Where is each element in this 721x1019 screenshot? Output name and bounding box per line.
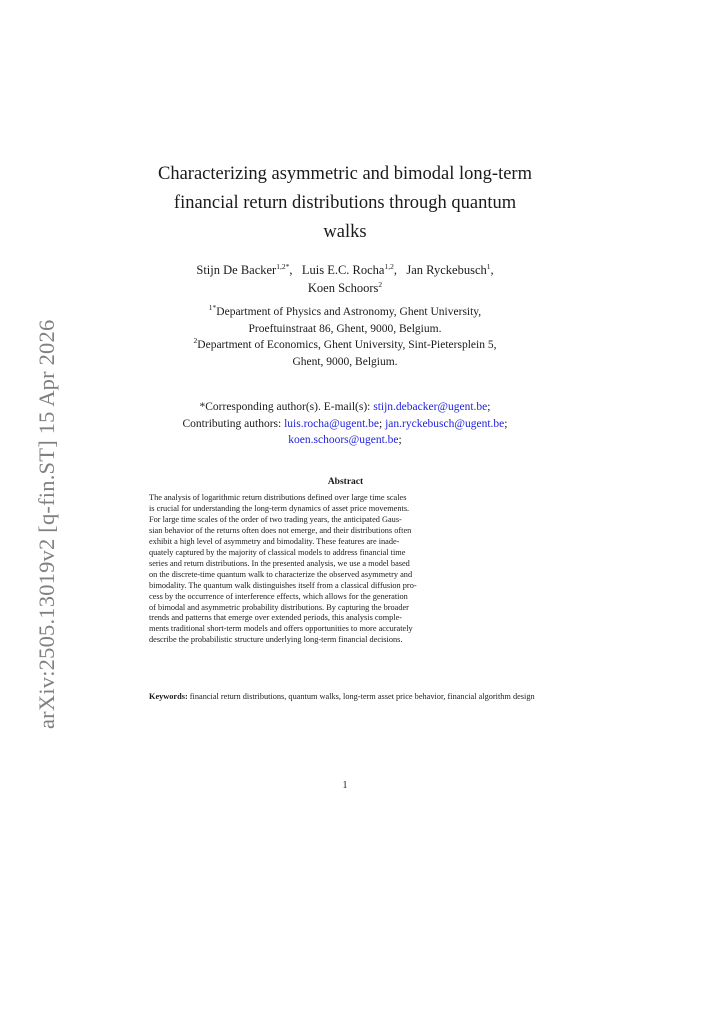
abstract-line: quately captured by the majority of classical models to address financial time xyxy=(149,547,406,557)
affil-mark: 2 xyxy=(193,336,198,345)
abstract-line: of bimodal and asymmetric probability distributions. By capturing the broader xyxy=(149,602,409,612)
title-line: financial return distributions through quantum xyxy=(173,193,517,213)
abstract-line: The analysis of logarithmic return distributions defined over large time scales xyxy=(149,493,407,502)
abstract-line: ments traditional short-term models and offers opportunities to more accurately xyxy=(149,624,413,634)
author-name: Stijn De Backer xyxy=(196,263,277,277)
email-link[interactable]: luis.rocha@ugent.be xyxy=(284,417,380,430)
affiliation-line: Ghent, 9000, Belgium. xyxy=(292,355,398,368)
email-link[interactable]: koen.schoors@ugent.be xyxy=(288,434,399,446)
abstract-line: cess by the occurrence of interference effects, which allows for the generation xyxy=(149,591,408,601)
email-link[interactable]: jan.ryckebusch@ugent.be xyxy=(385,417,505,430)
abstract-line: is crucial for understanding the long-term dynamics of asset price movements. xyxy=(149,503,410,513)
affiliations xyxy=(120,304,570,370)
keywords xyxy=(149,692,541,703)
page-number: 1 xyxy=(342,780,348,791)
title-line: walks xyxy=(323,222,367,242)
author-name: Koen Schoors xyxy=(307,281,379,295)
affiliation-line: Department of Physics and Astronomy, Ghent University, xyxy=(216,306,482,318)
paper-title xyxy=(120,160,570,247)
abstract-line: trends and patterns that emerge over extended periods, this analysis comple- xyxy=(149,613,403,623)
abstract-line: For large time scales of the order of two trading years, the anticipated Gaus- xyxy=(149,514,402,524)
abstract-line: on the discrete-time quantum walk to characterize the observed asymmetry and xyxy=(149,569,413,579)
author-affil-mark: 1,2* xyxy=(276,262,290,271)
abstract-line: describe the probabilistic structure underlying long-term financial decisions. xyxy=(149,635,403,645)
abstract-body xyxy=(149,493,541,646)
arxiv-stamp: arXiv:2505.13019v2 [q-fin.ST] 15 Apr 2026 xyxy=(34,319,59,729)
abstract-line: bimodality. The quantum walk distinguishes itself from a classical diffusion pro- xyxy=(149,580,417,590)
author-affil-mark: 2 xyxy=(378,280,383,289)
affil-mark: 1* xyxy=(208,303,217,312)
contributing-label: Contributing authors: xyxy=(182,417,282,430)
author-name: Jan Ryckebusch xyxy=(406,263,487,277)
author-name: Luis E.C. Rocha xyxy=(301,263,385,277)
abstract-line: series and return distributions. In the presented analysis, we use a model based xyxy=(149,558,410,568)
keywords-text: financial return distributions, quantum walks, long-term asset price behavior, financial algorithm design xyxy=(189,692,535,701)
author-affil-mark: 1 xyxy=(486,262,491,271)
corresponding-label: *Corresponding author(s). E-mail(s): xyxy=(199,401,371,413)
affiliation-line: Department of Economics, Ghent University, Sint-Pietersplein 5, xyxy=(197,339,497,351)
contact-info: *Corresponding author(s). E-mail(s): stijn.debacker@ugent.be; Contributing authors: luis.rocha@ugent.be; jan.ryckebusch@ugent.be; koen.schoors@ugent.be; xyxy=(182,401,508,446)
email-link[interactable]: stijn.debacker@ugent.be xyxy=(373,401,488,413)
abstract-heading: Abstract xyxy=(327,477,364,487)
keywords-label: Keywords: xyxy=(149,692,188,701)
affiliation-line: Proeftuinstraat 86, Ghent, 9000, Belgium. xyxy=(248,322,442,335)
abstract-line: sian behavior of the returns often does not emerge, and their distributions often xyxy=(149,525,412,535)
author-list: Stijn De Backer$^{1,2*}$, Luis E.C. Rocha$^{1,2}$, Jan Ryckebusch$^1$, Koen Schoors$^2$ xyxy=(196,262,494,295)
author-affil-mark: 1,2 xyxy=(384,262,394,271)
abstract-line: exhibit a high level of asymmetry and bimodality. These features are inade- xyxy=(149,536,400,546)
title-line: Characterizing asymmetric and bimodal long-term xyxy=(158,164,532,184)
